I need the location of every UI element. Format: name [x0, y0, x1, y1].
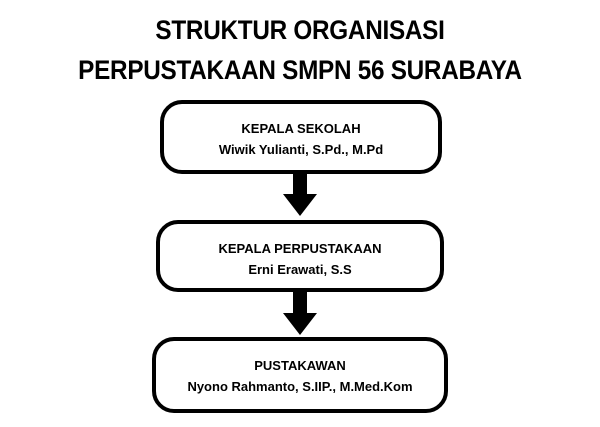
node-role: PUSTAKAWAN [254, 358, 346, 373]
node-person: Erni Erawati, S.S [248, 262, 352, 277]
title-line-2: PERPUSTAKAAN SMPN 56 SURABAYA [78, 55, 522, 85]
node-pustakawan [152, 337, 448, 413]
down-arrow-icon [283, 291, 317, 335]
down-arrow-icon [283, 172, 317, 216]
node-person: Nyono Rahmanto, S.IIP., M.Med.Kom [187, 379, 413, 394]
node-person: Wiwik Yulianti, S.Pd., M.Pd [218, 142, 384, 157]
title-line-1: STRUKTUR ORGANISASI [155, 15, 445, 45]
node-role: KEPALA PERPUSTAKAAN [218, 241, 382, 256]
node-kepala-perpustakaan [156, 220, 444, 292]
node-role: KEPALA SEKOLAH [241, 121, 361, 136]
node-kepala-sekolah [160, 100, 442, 174]
